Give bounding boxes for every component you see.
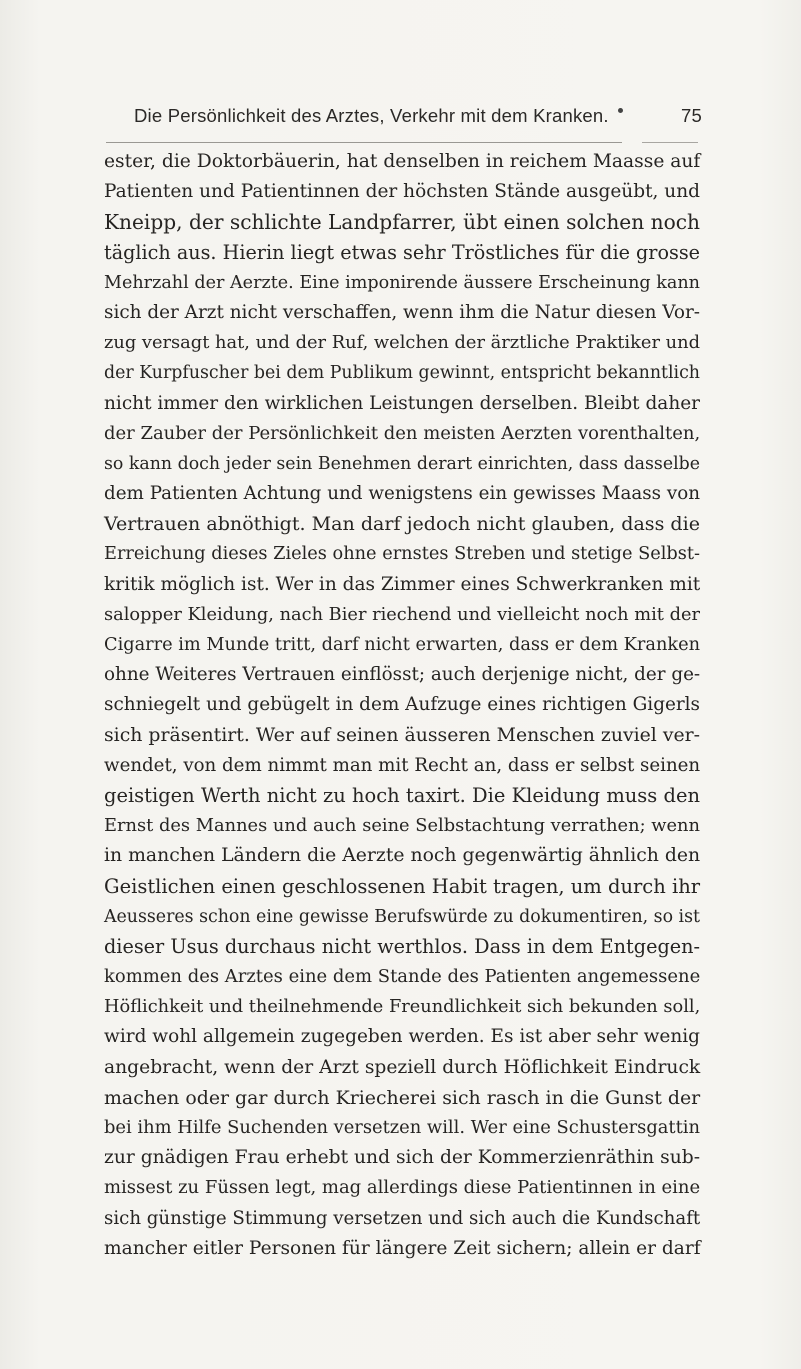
text-line: salopper Kleidung, nach Bier riechend und vielleicht noch mit der (104, 604, 700, 625)
text-line: dem Patienten Achtung und wenigstens ein gewisses Maass von (104, 483, 700, 505)
text-line: der Kurpfuscher bei dem Publikum gewinnt, entspricht bekanntlich (104, 363, 700, 384)
text-line: zur gnädigen Frau erhebt und sich der Kommerzienräthin sub- (104, 1147, 700, 1169)
text-line: kommen des Arztes eine dem Stande des Patienten angemessene (104, 966, 701, 988)
text-line: sich der Arzt nicht verschaffen, wenn ihm die Natur diesen Vor- (104, 301, 701, 323)
text-line: bei ihm Hilfe Suchenden versetzen will. Wer eine Schustersgattin (104, 1117, 700, 1138)
text-line: ohne Weiteres Vertrauen einflösst; auch derjenige nicht, der ge- (104, 664, 701, 686)
printer-mark-dot (618, 108, 623, 113)
text-line: sich präsentirt. Wer auf seinen äusseren Menschen zuviel ver- (104, 724, 700, 746)
text-line: wird wohl allgemein zugegeben werden. Es ist aber sehr wenig (104, 1026, 700, 1048)
text-line: Vertrauen abnöthigt. Man darf jedoch nicht glauben, dass die (104, 513, 700, 536)
text-line: in manchen Ländern die Aerzte noch gegenwärtig ähnlich den (104, 845, 701, 867)
page-number: 75 (681, 105, 702, 126)
text-line: schniegelt und gebügelt in dem Aufzuge eines richtigen Gigerls (104, 694, 700, 716)
text-line: Höflichkeit und theilnehmende Freundlichkeit sich bekunden soll, (104, 997, 701, 1018)
body-text (104, 147, 700, 1264)
header-rule (106, 142, 622, 143)
text-line: Erreichung dieses Zieles ohne ernstes Streben und stetige Selbst- (104, 544, 700, 565)
running-head-title: Die Persönlichkeit des Arztes, Verkehr mit dem Kranken. (134, 105, 609, 126)
text-line: geistigen Werth nicht zu hoch taxirt. Die Kleidung muss den (104, 783, 700, 807)
text-line: dieser Usus durchaus nicht werthlos. Dass in dem Entgegen- (104, 934, 700, 958)
text-line: Ernst des Mannes und auch seine Selbstachtung verrathen; wenn (104, 815, 700, 837)
header-rule-right (642, 142, 698, 143)
text-line: mancher eitler Personen für längere Zeit sichern; allein er darf (104, 1237, 701, 1259)
text-line: täglich aus. Hierin liegt etwas sehr Tröstliches für die grosse (104, 240, 700, 264)
text-line: so kann doch jeder sein Benehmen derart einrichten, dass dasselbe (104, 453, 700, 474)
text-line: sich günstige Stimmung versetzen und sich auch die Kundschaft (104, 1207, 701, 1229)
text-line: der Zauber der Persönlichkeit den meisten Aerzten vorenthalten, (104, 422, 701, 444)
text-line: Aeusseres schon eine gewisse Berufswürde zu dokumentiren, so ist (104, 906, 700, 927)
text-line: missest zu Füssen legt, mag allerdings diese Patientinnen in eine (104, 1177, 701, 1199)
text-line: ester, die Doktorbäuerin, hat denselben in reichem Maasse auf (104, 151, 701, 172)
text-line: kritik möglich ist. Wer in das Zimmer eines Schwerkranken mit (104, 573, 701, 595)
text-line: zug versagt hat, und der Ruf, welchen der ärztliche Praktiker und (104, 332, 700, 354)
text-line: nicht immer den wirklichen Leistungen derselben. Bleibt daher (104, 392, 700, 414)
text-line: machen oder gar durch Kriecherei sich rasch in die Gunst der (104, 1086, 701, 1109)
text-line: Mehrzahl der Aerzte. Eine imponirende äussere Erscheinung kann (104, 272, 700, 293)
text-line: Kneipp, der schlichte Landpfarrer, übt einen solchen noch (104, 210, 700, 235)
running-head (134, 105, 702, 135)
text-line: angebracht, wenn der Arzt speziell durch Höflichkeit Eindruck (104, 1056, 701, 1078)
text-line: wendet, von dem nimmt man mit Recht an, dass er selbst seinen (104, 754, 701, 776)
text-line: Cigarre im Munde tritt, darf nicht erwarten, dass er dem Kranken (104, 635, 701, 655)
text-line: Geistlichen einen geschlossenen Habit tragen, um durch ihr (104, 874, 701, 898)
text-line: Patienten und Patientinnen der höchsten Stände ausgeübt, und (104, 181, 700, 203)
